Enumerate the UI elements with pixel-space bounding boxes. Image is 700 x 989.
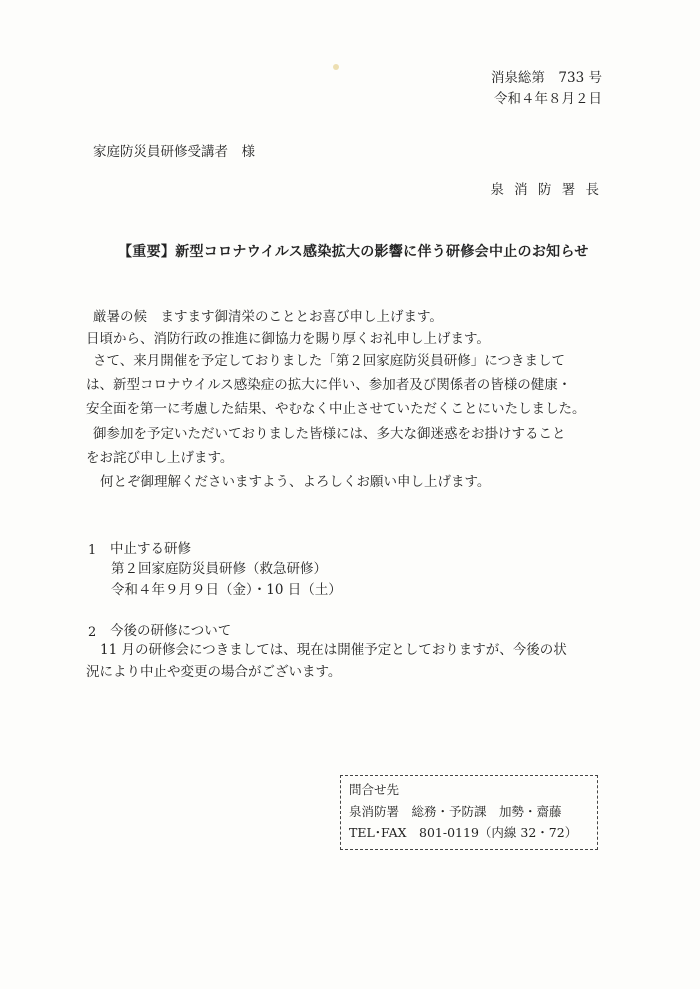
body-line: 安全面を第一に考慮した結果、やむなく中止させていただくことにいたしました。 [86, 401, 586, 417]
contact-phone: TEL･FAX 801-0119（内線 32・72） [349, 825, 578, 840]
body-line: 厳暑の候 ますます御清栄のこととお喜び申し上げます。 [93, 309, 443, 325]
document-title: 【重要】新型コロナウイルス感染拡大の影響に伴う研修会中止のお知らせ [118, 244, 589, 260]
body-line: をお詫び申し上げます。 [86, 450, 234, 466]
body-line: 御参加を予定いただいておりました皆様には、多大な御迷惑をお掛けすること [93, 426, 566, 442]
section-heading: 今後の研修について [110, 623, 232, 639]
contact-office: 泉消防署 総務・予防課 加勢・齋藤 [349, 804, 562, 819]
body-line: 日頃から、消防行政の推進に御協力を賜り厚くお礼申し上げます。 [86, 331, 490, 347]
section-line: 令和４年９月９日（金）・10 日（土） [111, 582, 342, 598]
contact-box [340, 775, 598, 850]
section-heading: 中止する研修 [110, 541, 191, 557]
body-line: 何とぞ御理解くださいますよう、よろしくお願い申し上げます。 [100, 474, 491, 490]
section-line: 況により中止や変更の場合がございます。 [86, 664, 342, 680]
document-date: 令和４年８月２日 [494, 91, 602, 107]
addressee: 家庭防災員研修受講者 様 [93, 144, 255, 160]
body-line: は、新型コロナウイルス感染症の拡大に伴い、参加者及び関係者の皆様の健康・ [86, 377, 572, 393]
section-number: 2 [88, 625, 97, 640]
section-line: 第２回家庭防災員研修（救急研修） [111, 561, 327, 577]
section-line: 11 月の研修会につきましては、現在は開催予定としておりますが、今後の状 [100, 642, 567, 658]
document-number: 消泉総第 733 号 [490, 70, 602, 86]
section-number: 1 [88, 543, 97, 558]
paper-stain [333, 64, 339, 70]
contact-label: 問合せ先 [349, 782, 400, 797]
sender: 泉 消 防 署 長 [490, 182, 602, 198]
body-line: さて、来月開催を予定しておりました「第２回家庭防災員研修」につきまして [93, 353, 565, 369]
